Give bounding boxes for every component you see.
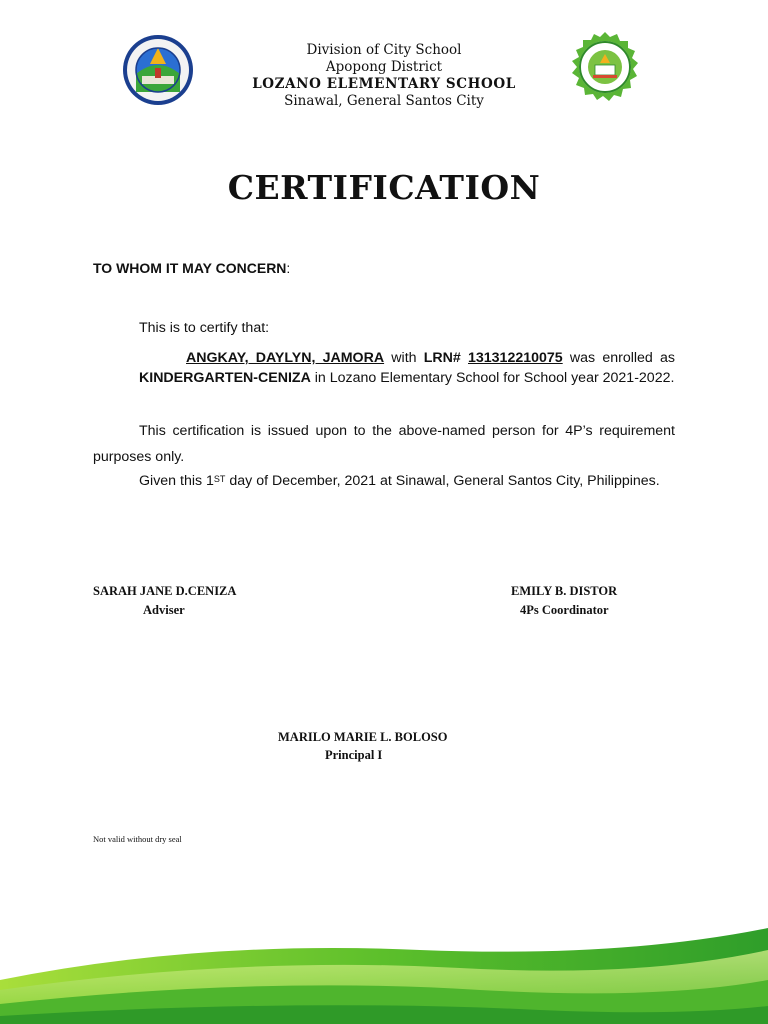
district-line: Apopong District (325, 59, 443, 75)
given-post: day of December, 2021 at Sinawal, General Santos City, Philippines. (225, 473, 660, 489)
given-pre: Given this 1 (139, 473, 214, 489)
given-paragraph (93, 468, 675, 494)
dry-seal-note: Not valid without dry seal (93, 834, 182, 844)
principal-role: Principal I (325, 748, 383, 762)
principal-name: MARILO MARIE L. BOLOSO (278, 730, 448, 744)
with-text: with (391, 350, 417, 366)
lrn-label: LRN# (423, 350, 461, 366)
adviser-role: Adviser (143, 603, 185, 617)
grade-section: KINDERGARTEN-CENIZA (139, 370, 311, 386)
salutation-colon: : (286, 260, 291, 276)
salutation-label: TO WHOM IT MAY CONCERN (93, 260, 287, 276)
coordinator-role: 4Ps Coordinator (520, 603, 609, 617)
document-title: CERTIFICATION (227, 168, 541, 207)
given-superscript: ST (213, 474, 226, 484)
enrollment-paragraph (139, 348, 675, 388)
school-year-text: in Lozano Elementary School for School year 2021-2022. (314, 370, 675, 386)
division-line: Division of City School (306, 42, 462, 58)
school-address: Sinawal, General Santos City (284, 93, 484, 109)
adviser-name: SARAH JANE D.CENIZA (93, 584, 237, 598)
enrolled-text: was enrolled as (569, 350, 675, 366)
student-name: ANGKAY, DAYLYN, JAMORA (186, 350, 385, 366)
coordinator-name: EMILY B. DISTOR (511, 584, 618, 598)
salutation (93, 260, 290, 276)
lrn-number: 131312210075 (468, 350, 563, 366)
school-name: LOZANO ELEMENTARY SCHOOL (252, 76, 516, 92)
green-wave-footer (0, 920, 768, 1024)
letterhead (0, 42, 768, 110)
purpose-paragraph: This certification is issued upon to the above-named person for 4P’s requirement purposes only. (93, 423, 675, 465)
intro-paragraph: This is to certify that: (139, 320, 270, 336)
